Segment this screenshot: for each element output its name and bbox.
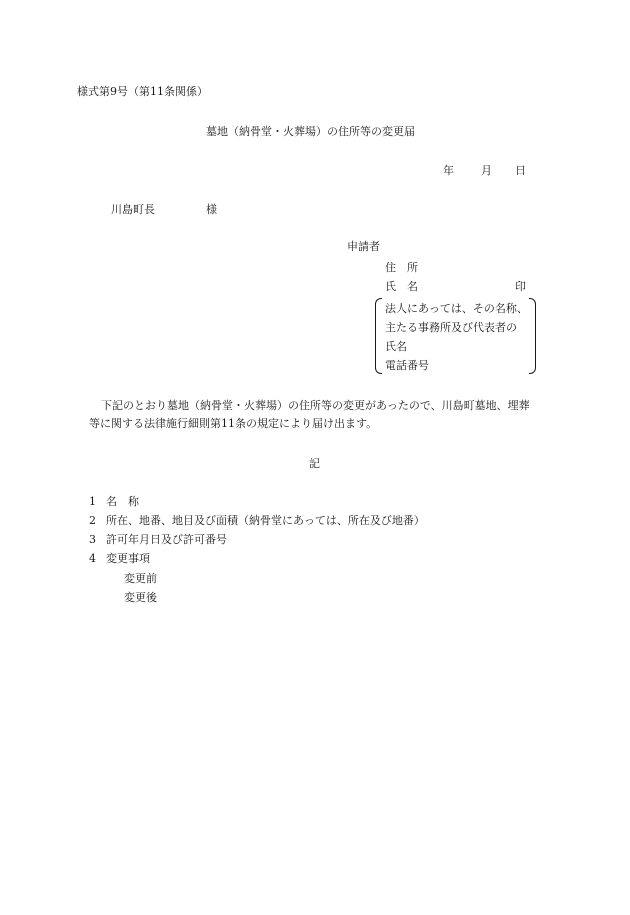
corp-note-line-2: 主たる事務所及び代表者の xyxy=(385,321,517,334)
item-4-text: 変更事項 xyxy=(106,552,150,565)
page-title: 墓地（納骨堂・火葬場）の住所等の変更届 xyxy=(206,125,415,138)
date-year: 年 xyxy=(443,164,454,177)
phone-label: 電話番号 xyxy=(385,359,429,372)
body-text-line-2: 等に関する法律施行細則第11条の規定により届け出ます。 xyxy=(89,417,378,430)
form-id: 様式第9号（第11条関係） xyxy=(77,85,208,98)
addressee-name: 川島町長 xyxy=(111,203,155,216)
corp-note-bracket-left xyxy=(375,298,382,374)
addressee-honorific: 様 xyxy=(206,203,217,216)
name-label: 氏 名 xyxy=(385,280,418,293)
item-4-num: 4 xyxy=(89,552,96,565)
item-2-num: 2 xyxy=(89,514,96,527)
corp-note-line-1: 法人にあっては、その名称、 xyxy=(385,302,528,315)
seal-mark: 印 xyxy=(515,280,526,293)
date-month: 月 xyxy=(481,164,492,177)
ki-heading: 記 xyxy=(309,457,320,470)
item-1-num: 1 xyxy=(89,495,96,508)
sub-item-before: 変更前 xyxy=(124,572,157,585)
address-label: 住 所 xyxy=(385,261,418,274)
corp-note-bracket-right xyxy=(529,298,536,374)
body-text-line-1: 下記のとおり墓地（納骨堂・火葬場）の住所等の変更があったので、川島町墓地、埋葬 xyxy=(101,399,530,412)
item-2-text: 所在、地番、地目及び面積（納骨堂にあっては、所在及び地番） xyxy=(106,514,425,527)
item-1-text: 名 称 xyxy=(106,495,139,508)
date-day: 日 xyxy=(515,164,526,177)
item-3-text: 許可年月日及び許可番号 xyxy=(106,533,227,546)
applicant-label: 申請者 xyxy=(347,240,380,253)
corp-note-line-3: 氏名 xyxy=(385,340,407,353)
sub-item-after: 変更後 xyxy=(124,591,157,604)
item-3-num: 3 xyxy=(89,533,96,546)
